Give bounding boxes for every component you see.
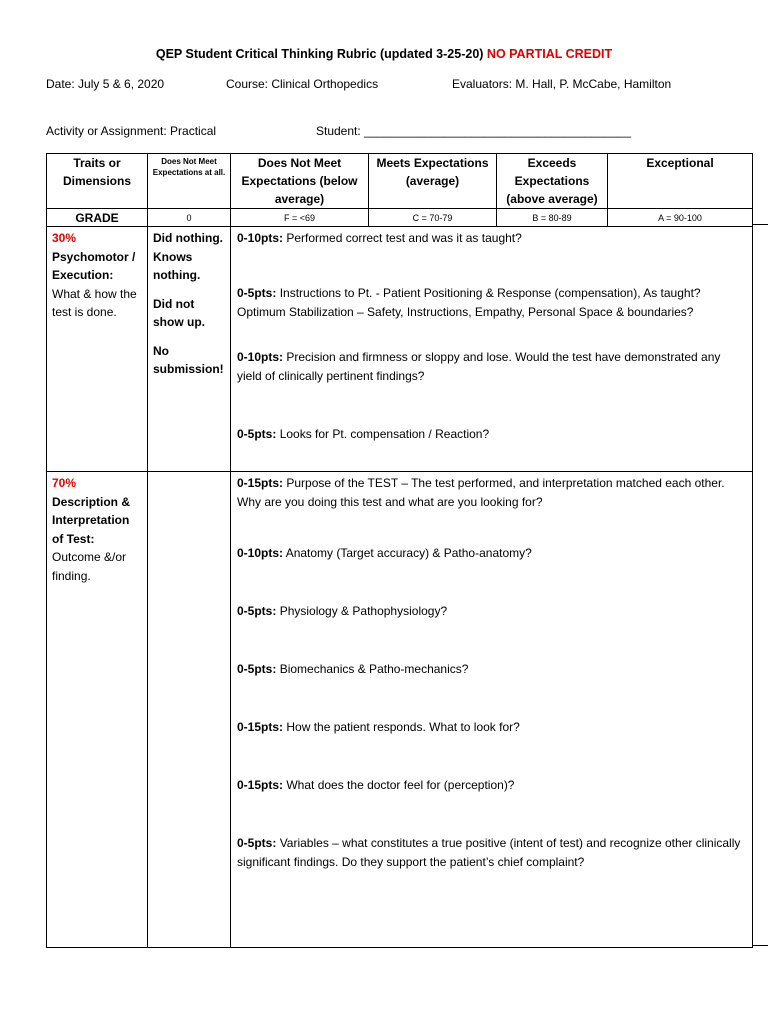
grade-label: GRADE [47, 209, 148, 227]
grade-b: B = 80-89 [497, 209, 608, 227]
trait-title: Psychomotor / Execution: [52, 249, 136, 282]
course-text: Course: Clinical Orthopedics [226, 77, 379, 91]
col-not-at-all: Does Not Meet Expectations at all. [148, 154, 231, 209]
criterion-item: 0-10pts: Performed correct test and was it as taught? [237, 231, 522, 245]
activity-text: Activity or Assignment: Practical [46, 124, 217, 138]
grade-row [47, 209, 753, 227]
grade-a: A = 90-100 [608, 209, 753, 227]
title-text: QEP Student Critical Thinking Rubric (updated 3-25-20) [155, 47, 484, 61]
trait-description: What & how the test is done. [52, 286, 137, 319]
none-line: No submission! [153, 343, 224, 376]
grade-f: F = <69 [231, 209, 369, 227]
criterion-item: 0-5pts: Biomechanics & Patho-mechanics? [237, 662, 469, 676]
none-line: Did not show up. [153, 296, 205, 329]
trait-description: Outcome &/or finding. [52, 550, 127, 583]
criterion-item: 0-15pts: How the patient responds. What to look for? [237, 720, 520, 734]
not-at-all-cell [148, 227, 231, 472]
criterion-item: 0-10pts: Precision and firmness or sloppy and lose. Would the test have demonstrated any yield of clinically pertinent findings? [237, 350, 721, 383]
trait-cell [47, 472, 148, 948]
not-at-all-cell [148, 472, 231, 948]
description-row [47, 472, 753, 948]
rubric-table [46, 153, 753, 948]
page-title [0, 47, 768, 61]
date-text: Date: July 5 & 6, 2020 [46, 77, 165, 91]
col-above-average: Exceeds Expectations (above average) [497, 154, 608, 209]
criterion-item: 0-5pts: Instructions to Pt. - Patient Positioning & Response (compensation), As taught? Optimum Stabilization – Safety, Instructions, Empathy, Personal Space & boundaries? [237, 286, 701, 319]
criterion-item: 0-5pts: Physiology & Pathophysiology? [237, 604, 448, 618]
trait-percent: 30% [52, 231, 77, 245]
grade-zero: 0 [148, 209, 231, 227]
header-row [47, 154, 753, 209]
col-below-average: Does Not Meet Expectations (below average) [231, 154, 369, 209]
right-margin-column [752, 224, 768, 946]
psychomotor-row [47, 227, 753, 472]
criteria-cell [231, 227, 753, 472]
student-field[interactable]: Student: ________________________________________ [316, 124, 631, 138]
evaluators-text: Evaluators: M. Hall, P. McCabe, Hamilton [452, 77, 672, 91]
criterion-item: 0-15pts: What does the doctor feel for (perception)? [237, 778, 515, 792]
criterion-item: 0-10pts: Anatomy (Target accuracy) & Patho-anatomy? [237, 546, 532, 560]
col-average: Meets Expectations (average) [369, 154, 497, 209]
grade-c: C = 70-79 [369, 209, 497, 227]
no-partial-credit-note: NO PARTIAL CREDIT [486, 47, 613, 61]
criterion-item: 0-5pts: Variables – what constitutes a true positive (intent of test) and recognize other clinically significant findings. Do they support the patient’s chief complaint? [237, 836, 741, 869]
none-line: Did nothing. Knows nothing. [153, 231, 223, 282]
criteria-cell [231, 472, 753, 948]
criterion-item: 0-5pts: Looks for Pt. compensation / Reaction? [237, 427, 490, 441]
col-exceptional: Exceptional [608, 154, 753, 209]
col-traits: Traits or Dimensions [47, 154, 148, 209]
trait-cell [47, 227, 148, 472]
trait-title: Description & Interpretation of Test: [52, 494, 131, 546]
trait-percent: 70% [52, 476, 77, 490]
criterion-item: 0-15pts: Purpose of the TEST – The test performed, and interpretation matched each other. Why are you doing this test and what are you looking for? [237, 476, 725, 509]
